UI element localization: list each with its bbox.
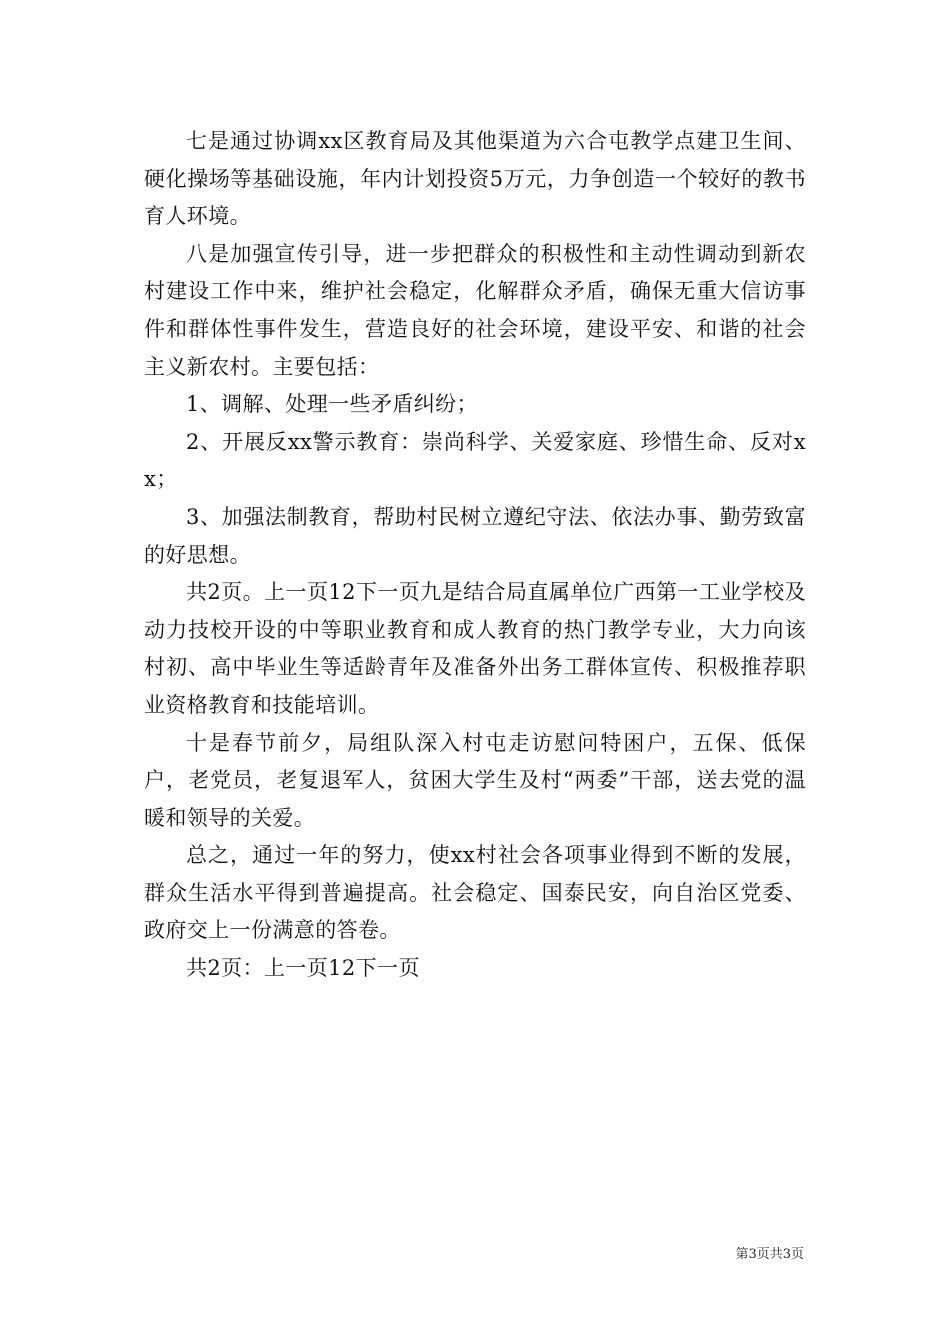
paragraph-item-9: 共2页。上一页12下一页九是结合局直属单位广西第一工业学校及动力技校开设的中等职业教育和成人教育的热门教学专业，大力向该村初、高中毕业生等适龄青年及准备外出务工群体宣传、积极推荐职业资格教育和技能培训。 bbox=[144, 580, 806, 717]
pagination-text: 共2页：上一页12下一页 bbox=[186, 956, 420, 981]
page-number-footer: 第3页共3页 bbox=[735, 1247, 804, 1262]
list-item-2: 2、开展反xx警示教育：崇尚科学、关爱家庭、珍惜生命、反对xx； bbox=[144, 429, 806, 492]
list-item-3: 3、加强法制教育，帮助村民树立遵纪守法、依法办事、勤劳致富的好思想。 bbox=[144, 504, 806, 567]
paragraph-item-7: 七是通过协调xx区教育局及其他渠道为六合屯教学点建卫生间、硬化操场等基础设施，年内计划投资5万元，力争创造一个较好的教书育人环境。 bbox=[144, 129, 806, 229]
paragraph-item-8: 八是加强宣传引导，进一步把群众的积极性和主动性调动到新农村建设工作中来，维护社会稳定，化解群众矛盾，确保无重大信访事件和群体性事件发生，营造良好的社会环境，建设平安、和谐的社会主义新农村。主要包括： bbox=[144, 241, 806, 379]
document-body bbox=[144, 123, 806, 988]
list-item-1: 1、调解、处理一些矛盾纠纷； bbox=[186, 392, 478, 417]
paragraph-item-10: 十是春节前夕，局组队深入村屯走访慰问特困户，五保、低保户，老党员，老复退军人，贫困大学生及村“两委”干部，送去党的温暖和领导的关爱。 bbox=[144, 730, 806, 830]
paragraph-conclusion: 总之，通过一年的努力，使xx村社会各项事业得到不断的发展，群众生活水平得到普遍提高。社会稳定、国泰民安，向自治区党委、政府交上一份满意的答卷。 bbox=[144, 843, 806, 943]
